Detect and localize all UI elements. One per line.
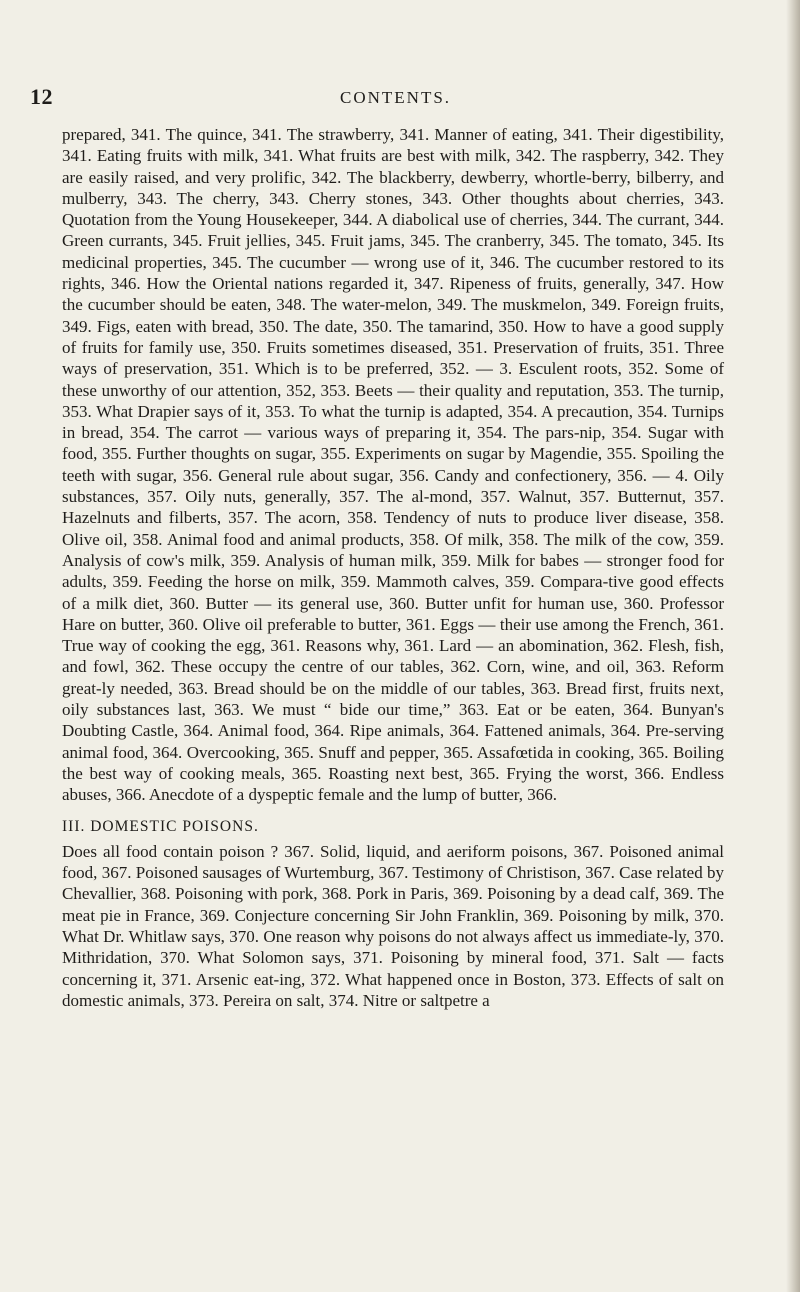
section-heading-domestic-poisons: III. DOMESTIC POISONS. (62, 817, 259, 835)
contents-paragraph-section-iii: Does all food contain poison ? 367. Solid, liquid, and aeriform poisons, 367. Poisoned animal food, 367. Poisoned sausages of Wurtemburg, 367. Testimony of Christison, 367. Case related by Chevallier, 368. Poisoning with pork, 368. Pork in Paris, 369. Poisoning by a dead calf, 369. The meat pie in France, 369. Conjecture concerning Sir John Franklin, 369. Poisoning by milk, 370. What Dr. Whitlaw says, 370. One reason why poisons do not always affect us immediate-ly, 370. Mithridation, 370. What Solomon says, 371. Poisoning by mineral food, 371. Salt — facts concerning it, 371. Arsenic eat-ing, 372. What happened once in Boston, 373. Effects of salt on domestic animals, 373. Pereira on salt, 374. Nitre or saltpetre a (62, 841, 724, 1010)
running-head (30, 84, 770, 114)
page-number: 12 (30, 84, 53, 109)
contents-paragraph-section-ii: prepared, 341. The quince, 341. The strawberry, 341. Manner of eating, 341. Their digestibility, 341. Eating fruits with milk, 341. What fruits are best with milk, 342. The raspberry, 342. They are easily raised, and very prolific, 342. The blackberry, dewberry, whortle-berry, bilberry, and mulberry, 343. The cherry, 343. Cherry stones, 343. Other thoughts about cherries, 343. Quotation from the Young Housekeeper, 344. A diabolical use of cherries, 344. The currant, 344. Green currants, 345. Fruit jellies, 345. Fruit jams, 345. The cranberry, 345. The tomato, 345. Its medicinal properties, 345. The cucumber — wrong use of it, 346. The cucumber restored to its rights, 346. How the Oriental nations regarded it, 347. Ripeness of fruits, generally, 347. How the cucumber should be eaten, 348. The water-melon, 349. The muskmelon, 349. Foreign fruits, 349. Figs, eaten with bread, 350. The date, 350. The tamarind, 350. How to have a good supply of fruits for family use, 350. Fruits sometimes diseased, 351. Preservation of fruits, 351. Three ways of preservation, 351. Which is to be preferred, 352. — 3. Esculent roots, 352. Some of these unworthy of our attention, 352, 353. Beets — their quality and reputation, 353. The turnip, 353. What Drapier says of it, 353. To what the turnip is adapted, 354. A precaution, 354. Turnips in bread, 354. The carrot — various ways of preparing it, 354. The pars-nip, 354. Sugar with food, 355. Further thoughts on sugar, 355. Experiments on sugar by Magendie, 355. Spoiling the teeth with sugar, 356. General rule about sugar, 356. Candy and confectionery, 356. — 4. Oily substances, 357. Oily nuts, generally, 357. The al-mond, 357. Walnut, 357. Butternut, 357. Hazelnuts and filberts, 357. The acorn, 358. Tendency of nuts to produce liver disease, 358. Olive oil, 358. Animal food and animal products, 358. Of milk, 358. The milk of the cow, 359. Analysis of cow's milk, 359. Analysis of human milk, 359. Milk for babes — stronger food for adults, 359. Feeding the horse on milk, 359. Mammoth calves, 359. Compara-tive good effects of a milk diet, 360. Butter — its general use, 360. Butter unfit for human use, 360. Professor Hare on butter, 360. Olive oil preferable to butter, 361. Eggs — their use among the French, 361. True way of cooking the egg, 361. Reasons why, 361. Lard — an abomination, 362. Flesh, fish, and fowl, 362. These occupy the centre of our tables, 362. Corn, wine, and oil, 363. Reform great-ly needed, 363. Bread should be on the middle of our tables, 363. Bread first, fruits next, oily substances last, 363. We must “ bide our time,” 363. Eat or be eaten, 364. Bunyan's Doubting Castle, 364. Animal food, 364. Ripe animals, 364. Fattened animals, 364. Pre-serving animal food, 364. Overcooking, 365. Snuff and pepper, 365. Assafœtida in cooking, 365. Boiling the best way of cooking meals, 365. Roasting next best, 365. Frying the worst, 366. Endless abuses, 366. Anecdote of a dyspeptic female and the lump of butter, 366. (62, 125, 724, 805)
contents-body (62, 124, 724, 1011)
page-edge-shadow (786, 0, 800, 1292)
running-title: CONTENTS. (340, 88, 452, 107)
